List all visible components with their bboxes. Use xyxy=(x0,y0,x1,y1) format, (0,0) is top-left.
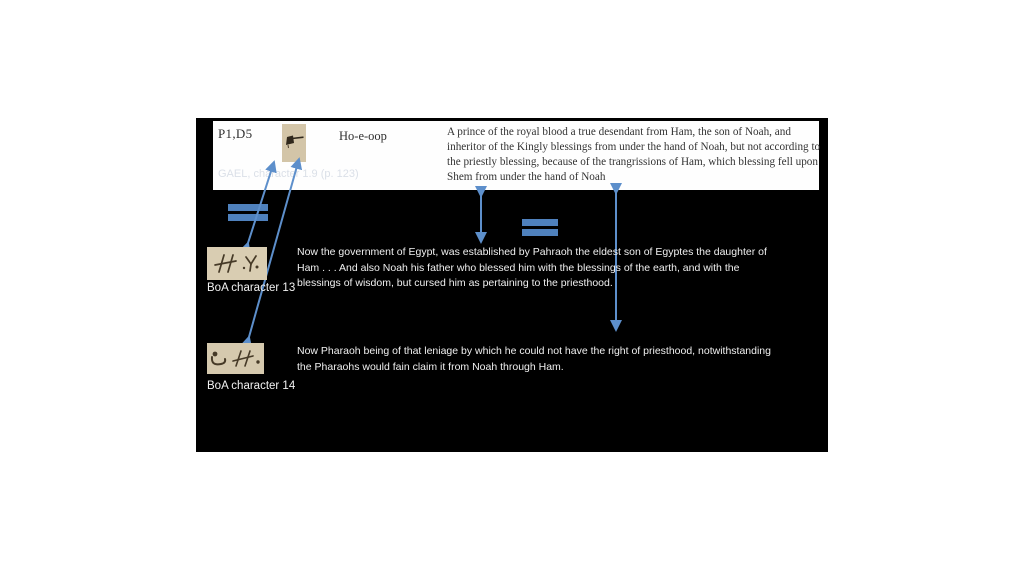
boa-character-13-image xyxy=(207,247,267,285)
boa-character-13-glyph-icon xyxy=(207,247,267,280)
boa-character-14-glyph-icon xyxy=(207,343,264,374)
boa-character-14-label: BoA character 14 xyxy=(207,380,296,392)
boa-character-14-image xyxy=(207,343,264,379)
gael-source-citation: GAEL, character 1.9 (p. 123) xyxy=(218,168,359,180)
gael-quote-text: A prince of the royal blood a true desendant from Ham, the son of Noah, and inheritor of the Kingly blessings from under the hand of Noah, but not according to the priestly blessing, because of the trangrissions of Ham, which blessing fell upon Shem from under the hand of Noah xyxy=(447,126,821,183)
abraham-passage-1: Now the government of Egypt, was established by Pahraoh the eldest son of Egyptes the daughter of Ham . . . And also Noah his father who blessed him with the blessings of the earth, and with the blessings of wisdom, but cursed him as pertaining to the priesthood. xyxy=(297,246,767,290)
arrow-boa13-to-glyph xyxy=(248,162,274,243)
presentation-slide xyxy=(196,118,828,452)
transliteration-label: Ho-e-oop xyxy=(339,129,387,143)
boa-character-13-label: BoA character 13 xyxy=(207,282,296,294)
papyrus-id-label: P1,D5 xyxy=(218,126,253,141)
abraham-passage-2: Now Pharaoh being of that leniage by which he could not have the right of priesthood, notwithstanding the Pharaohs would fain claim it from Noah through Ham. xyxy=(297,345,771,373)
